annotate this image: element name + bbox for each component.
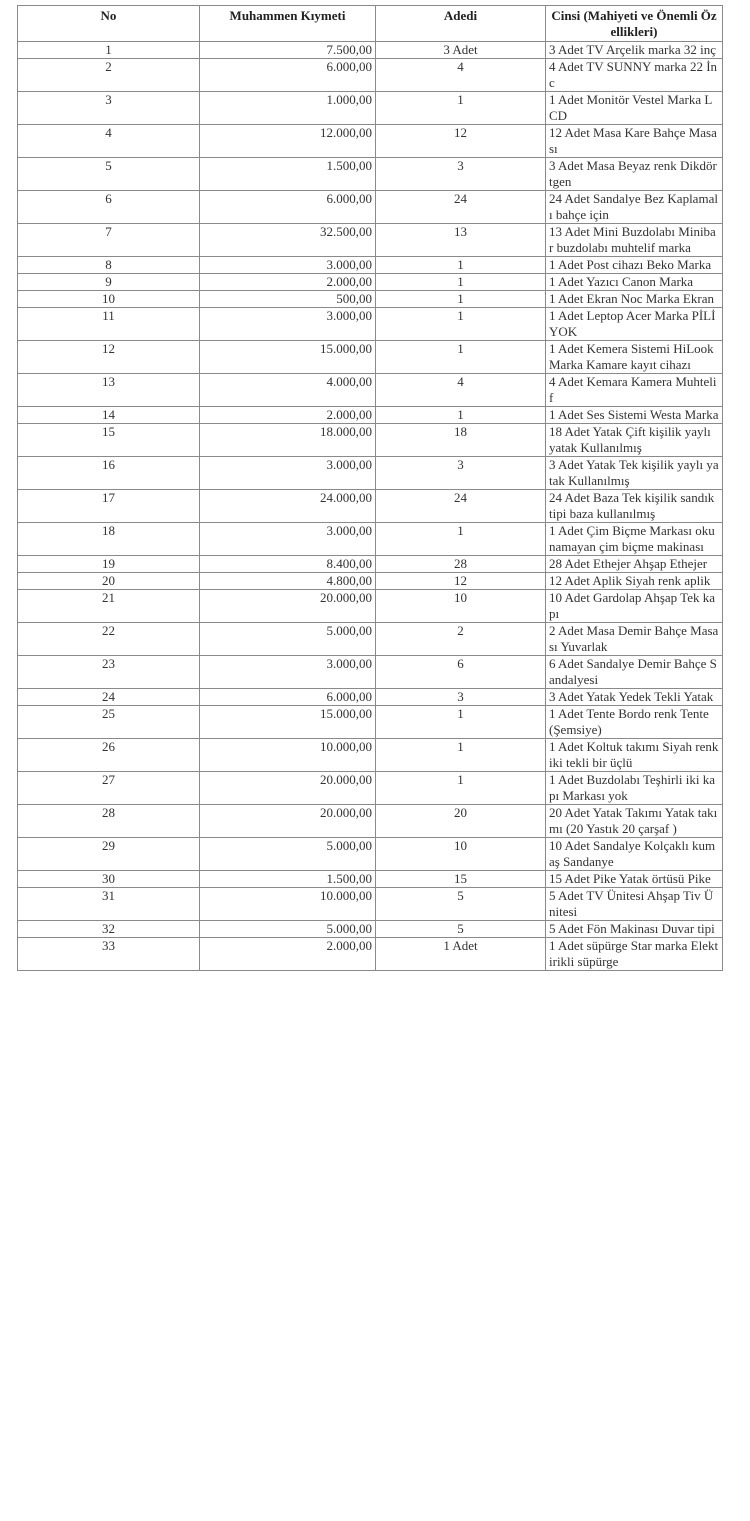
cell-no: 13 bbox=[18, 374, 200, 407]
cell-no: 1 bbox=[18, 42, 200, 59]
cell-quantity: 1 bbox=[376, 739, 546, 772]
cell-quantity: 18 bbox=[376, 424, 546, 457]
table-row bbox=[18, 457, 723, 490]
cell-description: 18 Adet Yatak Çift kişilik yaylı yatak Kullanılmış bbox=[546, 424, 723, 457]
cell-quantity: 1 bbox=[376, 274, 546, 291]
cell-estimated-value: 2.000,00 bbox=[200, 274, 376, 291]
cell-estimated-value: 3.000,00 bbox=[200, 523, 376, 556]
cell-description: 1 Adet Post cihazı Beko Marka bbox=[546, 257, 723, 274]
table-row bbox=[18, 257, 723, 274]
table-row bbox=[18, 590, 723, 623]
table-row bbox=[18, 374, 723, 407]
cell-estimated-value: 3.000,00 bbox=[200, 457, 376, 490]
cell-quantity: 3 Adet bbox=[376, 42, 546, 59]
cell-estimated-value: 20.000,00 bbox=[200, 772, 376, 805]
cell-quantity: 1 bbox=[376, 257, 546, 274]
table-row bbox=[18, 125, 723, 158]
cell-description: 4 Adet Kemara Kamera Muhtelif bbox=[546, 374, 723, 407]
cell-no: 23 bbox=[18, 656, 200, 689]
cell-quantity: 3 bbox=[376, 689, 546, 706]
cell-quantity: 20 bbox=[376, 805, 546, 838]
cell-description: 4 Adet TV SUNNY marka 22 İnc bbox=[546, 59, 723, 92]
cell-estimated-value: 32.500,00 bbox=[200, 224, 376, 257]
cell-no: 3 bbox=[18, 92, 200, 125]
table-row bbox=[18, 838, 723, 871]
cell-quantity: 1 bbox=[376, 407, 546, 424]
cell-quantity: 1 bbox=[376, 308, 546, 341]
cell-description: 1 Adet Kemera Sistemi HiLook Marka Kamare kayıt cihazı bbox=[546, 341, 723, 374]
table-row bbox=[18, 424, 723, 457]
table-row bbox=[18, 739, 723, 772]
cell-description: 1 Adet Leptop Acer Marka PİLİ YOK bbox=[546, 308, 723, 341]
cell-no: 22 bbox=[18, 623, 200, 656]
cell-quantity: 5 bbox=[376, 888, 546, 921]
cell-estimated-value: 5.000,00 bbox=[200, 921, 376, 938]
cell-quantity: 24 bbox=[376, 191, 546, 224]
cell-quantity: 10 bbox=[376, 590, 546, 623]
table-row bbox=[18, 938, 723, 971]
cell-estimated-value: 5.000,00 bbox=[200, 623, 376, 656]
cell-no: 27 bbox=[18, 772, 200, 805]
cell-no: 7 bbox=[18, 224, 200, 257]
table-row bbox=[18, 274, 723, 291]
table-row bbox=[18, 407, 723, 424]
cell-no: 12 bbox=[18, 341, 200, 374]
cell-estimated-value: 20.000,00 bbox=[200, 805, 376, 838]
cell-description: 1 Adet Monitör Vestel Marka LCD bbox=[546, 92, 723, 125]
cell-description: 3 Adet Yatak Tek kişilik yaylı yatak Kullanılmış bbox=[546, 457, 723, 490]
cell-no: 15 bbox=[18, 424, 200, 457]
cell-no: 14 bbox=[18, 407, 200, 424]
cell-estimated-value: 6.000,00 bbox=[200, 191, 376, 224]
cell-description: 1 Adet Ses Sistemi Westa Marka bbox=[546, 407, 723, 424]
cell-quantity: 3 bbox=[376, 457, 546, 490]
cell-no: 4 bbox=[18, 125, 200, 158]
cell-description: 5 Adet TV Ünitesi Ahşap Tiv Ünitesi bbox=[546, 888, 723, 921]
cell-quantity: 4 bbox=[376, 374, 546, 407]
cell-description: 1 Adet Tente Bordo renk Tente (Şemsiye) bbox=[546, 706, 723, 739]
cell-estimated-value: 2.000,00 bbox=[200, 938, 376, 971]
cell-estimated-value: 10.000,00 bbox=[200, 888, 376, 921]
cell-estimated-value: 6.000,00 bbox=[200, 689, 376, 706]
cell-description: 13 Adet Mini Buzdolabı Minibar buzdolabı muhtelif marka bbox=[546, 224, 723, 257]
cell-quantity: 1 bbox=[376, 291, 546, 308]
header-no: No bbox=[18, 6, 200, 42]
cell-no: 32 bbox=[18, 921, 200, 938]
cell-estimated-value: 10.000,00 bbox=[200, 739, 376, 772]
cell-quantity: 4 bbox=[376, 59, 546, 92]
cell-no: 26 bbox=[18, 739, 200, 772]
cell-estimated-value: 7.500,00 bbox=[200, 42, 376, 59]
cell-no: 10 bbox=[18, 291, 200, 308]
cell-no: 33 bbox=[18, 938, 200, 971]
cell-no: 20 bbox=[18, 573, 200, 590]
table-row bbox=[18, 490, 723, 523]
cell-estimated-value: 15.000,00 bbox=[200, 706, 376, 739]
cell-quantity: 13 bbox=[376, 224, 546, 257]
cell-estimated-value: 4.000,00 bbox=[200, 374, 376, 407]
table-row bbox=[18, 623, 723, 656]
table-row bbox=[18, 341, 723, 374]
cell-estimated-value: 4.800,00 bbox=[200, 573, 376, 590]
cell-quantity: 1 bbox=[376, 341, 546, 374]
cell-quantity: 12 bbox=[376, 125, 546, 158]
cell-no: 30 bbox=[18, 871, 200, 888]
cell-description: 28 Adet Ethejer Ahşap Ethejer bbox=[546, 556, 723, 573]
table-row bbox=[18, 224, 723, 257]
cell-quantity: 15 bbox=[376, 871, 546, 888]
table-row bbox=[18, 42, 723, 59]
cell-no: 5 bbox=[18, 158, 200, 191]
header-description: Cinsi (Mahiyeti ve Önemli Özellikleri) bbox=[546, 6, 723, 42]
cell-no: 17 bbox=[18, 490, 200, 523]
table-row bbox=[18, 158, 723, 191]
cell-no: 8 bbox=[18, 257, 200, 274]
auction-items-table bbox=[17, 5, 723, 971]
cell-description: 12 Adet Aplik Siyah renk aplik bbox=[546, 573, 723, 590]
cell-quantity: 1 bbox=[376, 772, 546, 805]
cell-description: 3 Adet Yatak Yedek Tekli Yatak bbox=[546, 689, 723, 706]
table-row bbox=[18, 291, 723, 308]
cell-description: 12 Adet Masa Kare Bahçe Masası bbox=[546, 125, 723, 158]
table-row bbox=[18, 921, 723, 938]
cell-description: 24 Adet Baza Tek kişilik sandık tipi baza kullanılmış bbox=[546, 490, 723, 523]
table-row bbox=[18, 871, 723, 888]
table-row bbox=[18, 59, 723, 92]
cell-estimated-value: 3.000,00 bbox=[200, 656, 376, 689]
cell-quantity: 12 bbox=[376, 573, 546, 590]
cell-description: 5 Adet Fön Makinası Duvar tipi bbox=[546, 921, 723, 938]
table-row bbox=[18, 888, 723, 921]
cell-quantity: 6 bbox=[376, 656, 546, 689]
cell-description: 1 Adet Yazıcı Canon Marka bbox=[546, 274, 723, 291]
cell-estimated-value: 1.000,00 bbox=[200, 92, 376, 125]
cell-quantity: 1 bbox=[376, 92, 546, 125]
cell-no: 2 bbox=[18, 59, 200, 92]
table-row bbox=[18, 772, 723, 805]
table-body bbox=[18, 42, 723, 971]
cell-description: 1 Adet Çim Biçme Markası okunamayan çim biçme makinası bbox=[546, 523, 723, 556]
header-estimated-value: Muhammen Kıymeti bbox=[200, 6, 376, 42]
cell-no: 21 bbox=[18, 590, 200, 623]
cell-estimated-value: 1.500,00 bbox=[200, 158, 376, 191]
cell-estimated-value: 500,00 bbox=[200, 291, 376, 308]
table-header-row bbox=[18, 6, 723, 42]
cell-no: 6 bbox=[18, 191, 200, 224]
cell-estimated-value: 18.000,00 bbox=[200, 424, 376, 457]
document-body bbox=[17, 5, 722, 971]
cell-description: 24 Adet Sandalye Bez Kaplamalı bahçe için bbox=[546, 191, 723, 224]
cell-estimated-value: 2.000,00 bbox=[200, 407, 376, 424]
table-row bbox=[18, 706, 723, 739]
cell-description: 10 Adet Gardolap Ahşap Tek kapı bbox=[546, 590, 723, 623]
header-quantity: Adedi bbox=[376, 6, 546, 42]
cell-no: 18 bbox=[18, 523, 200, 556]
cell-description: 1 Adet süpürge Star marka Elektirikli süpürge bbox=[546, 938, 723, 971]
cell-description: 15 Adet Pike Yatak örtüsü Pike bbox=[546, 871, 723, 888]
cell-estimated-value: 20.000,00 bbox=[200, 590, 376, 623]
table-row bbox=[18, 556, 723, 573]
cell-description: 20 Adet Yatak Takımı Yatak takımı (20 Yastık 20 çarşaf ) bbox=[546, 805, 723, 838]
cell-description: 10 Adet Sandalye Kolçaklı kumaş Sandanye bbox=[546, 838, 723, 871]
cell-estimated-value: 24.000,00 bbox=[200, 490, 376, 523]
cell-no: 16 bbox=[18, 457, 200, 490]
cell-no: 28 bbox=[18, 805, 200, 838]
cell-estimated-value: 8.400,00 bbox=[200, 556, 376, 573]
cell-description: 3 Adet Masa Beyaz renk Dikdörtgen bbox=[546, 158, 723, 191]
cell-quantity: 10 bbox=[376, 838, 546, 871]
table-row bbox=[18, 805, 723, 838]
cell-description: 3 Adet TV Arçelik marka 32 inç bbox=[546, 42, 723, 59]
cell-description: 1 Adet Buzdolabı Teşhirli iki kapı Markası yok bbox=[546, 772, 723, 805]
cell-no: 11 bbox=[18, 308, 200, 341]
cell-quantity: 1 bbox=[376, 706, 546, 739]
cell-estimated-value: 1.500,00 bbox=[200, 871, 376, 888]
cell-no: 24 bbox=[18, 689, 200, 706]
cell-quantity: 24 bbox=[376, 490, 546, 523]
table-row bbox=[18, 656, 723, 689]
table-row bbox=[18, 92, 723, 125]
cell-quantity: 28 bbox=[376, 556, 546, 573]
table-row bbox=[18, 523, 723, 556]
cell-description: 2 Adet Masa Demir Bahçe Masası Yuvarlak bbox=[546, 623, 723, 656]
cell-estimated-value: 5.000,00 bbox=[200, 838, 376, 871]
cell-estimated-value: 12.000,00 bbox=[200, 125, 376, 158]
cell-quantity: 3 bbox=[376, 158, 546, 191]
cell-no: 9 bbox=[18, 274, 200, 291]
table-row bbox=[18, 191, 723, 224]
cell-quantity: 5 bbox=[376, 921, 546, 938]
table-row bbox=[18, 573, 723, 590]
cell-description: 1 Adet Ekran Noc Marka Ekran bbox=[546, 291, 723, 308]
cell-quantity: 1 bbox=[376, 523, 546, 556]
cell-description: 1 Adet Koltuk takımı Siyah renk iki tekli bir üçlü bbox=[546, 739, 723, 772]
cell-estimated-value: 3.000,00 bbox=[200, 308, 376, 341]
cell-no: 31 bbox=[18, 888, 200, 921]
cell-estimated-value: 6.000,00 bbox=[200, 59, 376, 92]
cell-no: 29 bbox=[18, 838, 200, 871]
cell-description: 6 Adet Sandalye Demir Bahçe Sandalyesi bbox=[546, 656, 723, 689]
cell-no: 25 bbox=[18, 706, 200, 739]
cell-no: 19 bbox=[18, 556, 200, 573]
table-row bbox=[18, 689, 723, 706]
table-row bbox=[18, 308, 723, 341]
cell-estimated-value: 15.000,00 bbox=[200, 341, 376, 374]
cell-quantity: 2 bbox=[376, 623, 546, 656]
cell-quantity: 1 Adet bbox=[376, 938, 546, 971]
cell-estimated-value: 3.000,00 bbox=[200, 257, 376, 274]
